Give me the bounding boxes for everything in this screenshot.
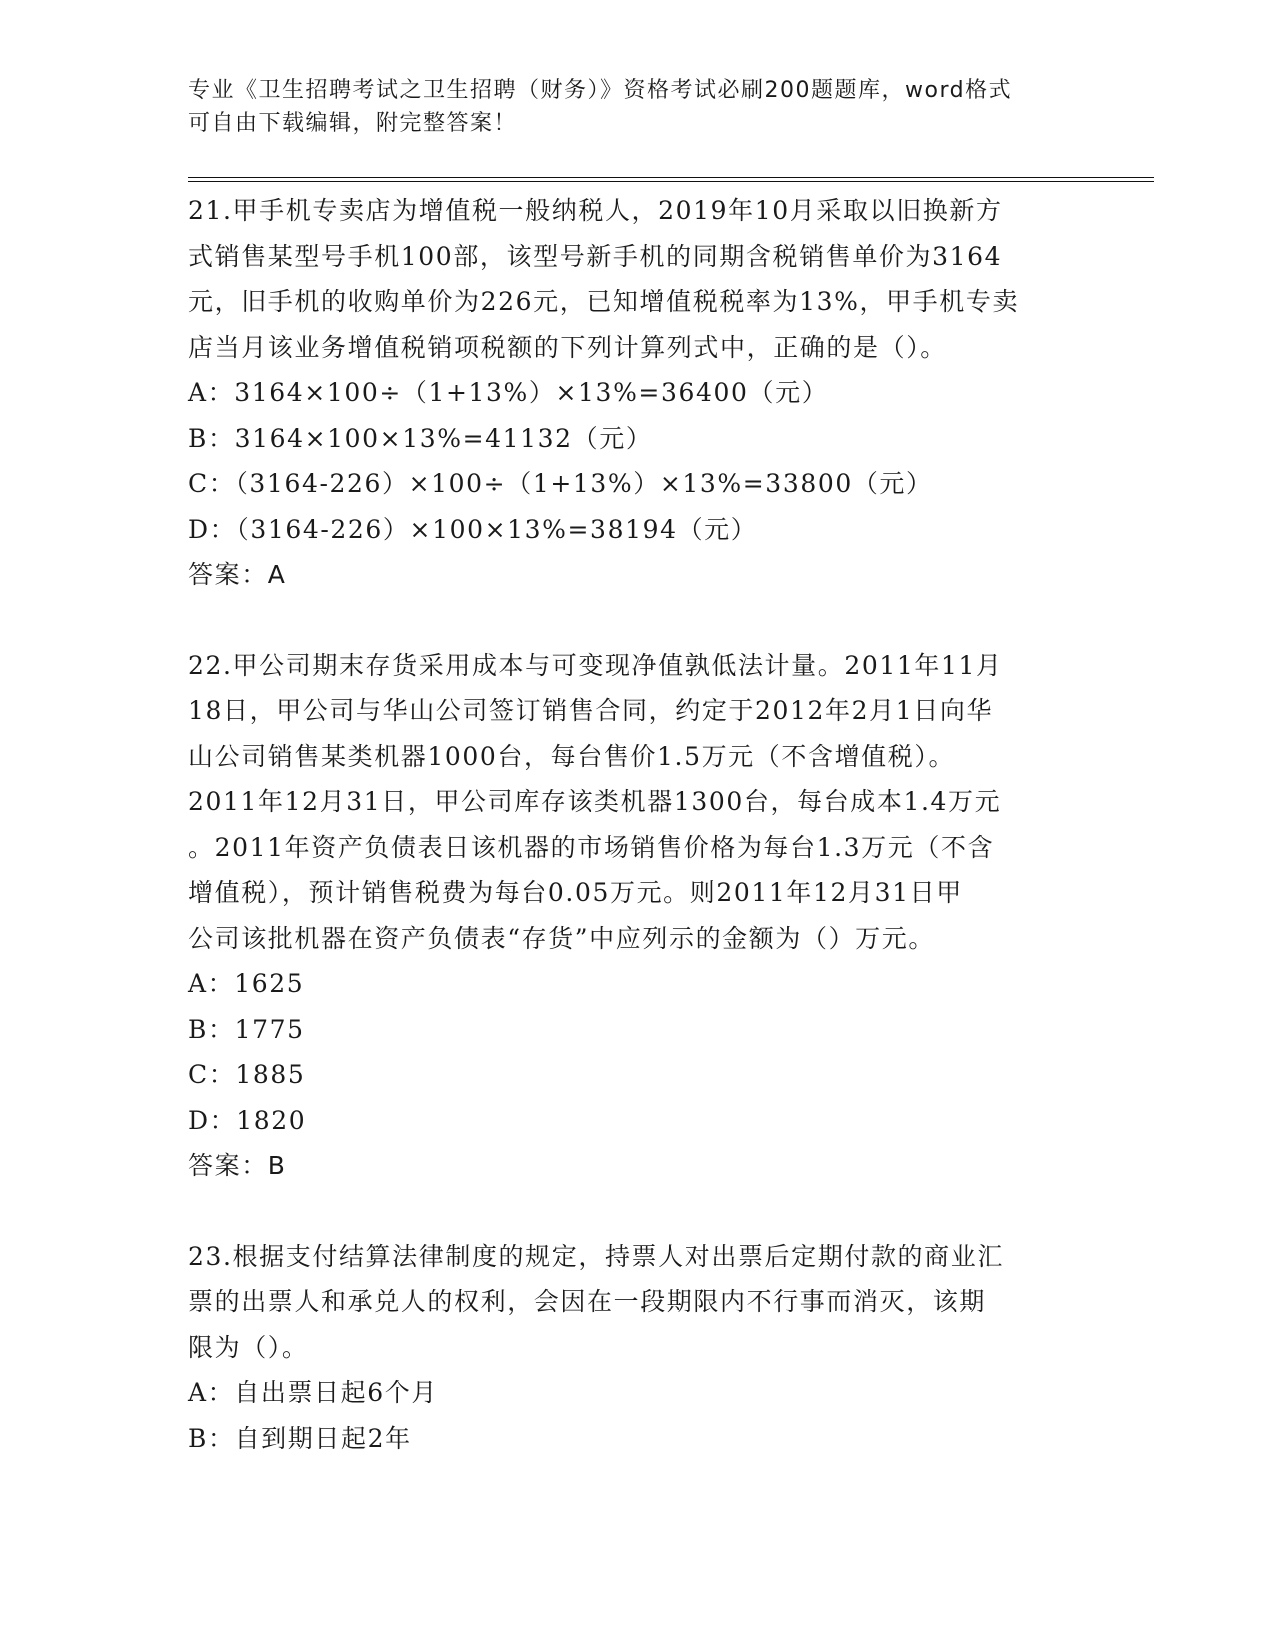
question-stem-line: 22.甲公司期末存货采用成本与可变现净值孰低法计量。2011年11月 — [188, 650, 1003, 680]
question-stem-line: 21.甲手机专卖店为增值税一般纳税人，2019年10月采取以旧换新方 — [188, 196, 1003, 225]
answer: 答案：B — [188, 1151, 287, 1180]
option-d: D：1820 — [188, 1105, 307, 1135]
option-b: B：1775 — [188, 1014, 305, 1044]
header-line: 专业《卫生招聘考试之卫生招聘（财务）》资格考试必刷200题题库，word格式 — [188, 78, 1013, 103]
question-stem-line: 式销售某型号手机100部，该型号新手机的同期含税销售单价为3164 — [188, 241, 1003, 271]
question-stem-line: 。2011年资产负债表日该机器的市场销售价格为每台1.3万元（不含 — [188, 832, 995, 862]
option-a: A：3164×100÷（1+13%）×13%=36400（元） — [188, 378, 829, 407]
option-c: C：1885 — [188, 1060, 306, 1089]
question-stem-line: 公司该批机器在资产负债表“存货”中应列示的金额为（）万元。 — [188, 923, 935, 953]
question-stem-line: 山公司销售某类机器1000台，每台售价1.5万元（不含增值税）。 — [188, 741, 956, 771]
option-a: A：自出票日起6个月 — [188, 1378, 438, 1407]
question-21 — [188, 188, 1088, 598]
answer: 答案：A — [188, 560, 287, 589]
header-line: 可自由下载编辑，附完整答案！ — [188, 111, 518, 136]
option-b: B：3164×100×13%=41132（元） — [188, 423, 653, 453]
question-stem-line: 18日，甲公司与华山公司签订销售合同，约定于2012年2月1日向华 — [188, 696, 994, 725]
question-stem-line: 票的出票人和承兑人的权利，会因在一段期限内不行事而消灭，该期 — [188, 1287, 987, 1316]
header-divider — [188, 177, 1154, 182]
question-stem-line: 增值税），预计销售税费为每台0.05万元。则2011年12月31日甲 — [188, 878, 963, 907]
question-23 — [188, 1234, 1088, 1462]
question-22 — [188, 643, 1088, 1189]
option-b: B：自到期日起2年 — [188, 1423, 412, 1453]
question-stem-line: 2011年12月31日，甲公司库存该类机器1300台，每台成本1.4万元 — [188, 787, 1002, 816]
question-stem-line: 限为（）。 — [188, 1332, 309, 1362]
question-stem-line: 元，旧手机的收购单价为226元，已知增值税税率为13%，甲手机专卖 — [188, 287, 1020, 316]
option-a: A：1625 — [188, 969, 305, 998]
question-list — [188, 188, 1088, 1506]
document-header — [188, 74, 1088, 140]
question-stem-line: 店当月该业务增值税销项税额的下列计算列式中，正确的是（）。 — [188, 332, 947, 362]
option-d: D：（3164-226）×100×13%=38194（元） — [188, 514, 758, 544]
question-stem-line: 23.根据支付结算法律制度的规定，持票人对出票后定期付款的商业汇 — [188, 1241, 1004, 1271]
option-c: C：（3164-226）×100÷（1+13%）×13%=33800（元） — [188, 469, 933, 498]
